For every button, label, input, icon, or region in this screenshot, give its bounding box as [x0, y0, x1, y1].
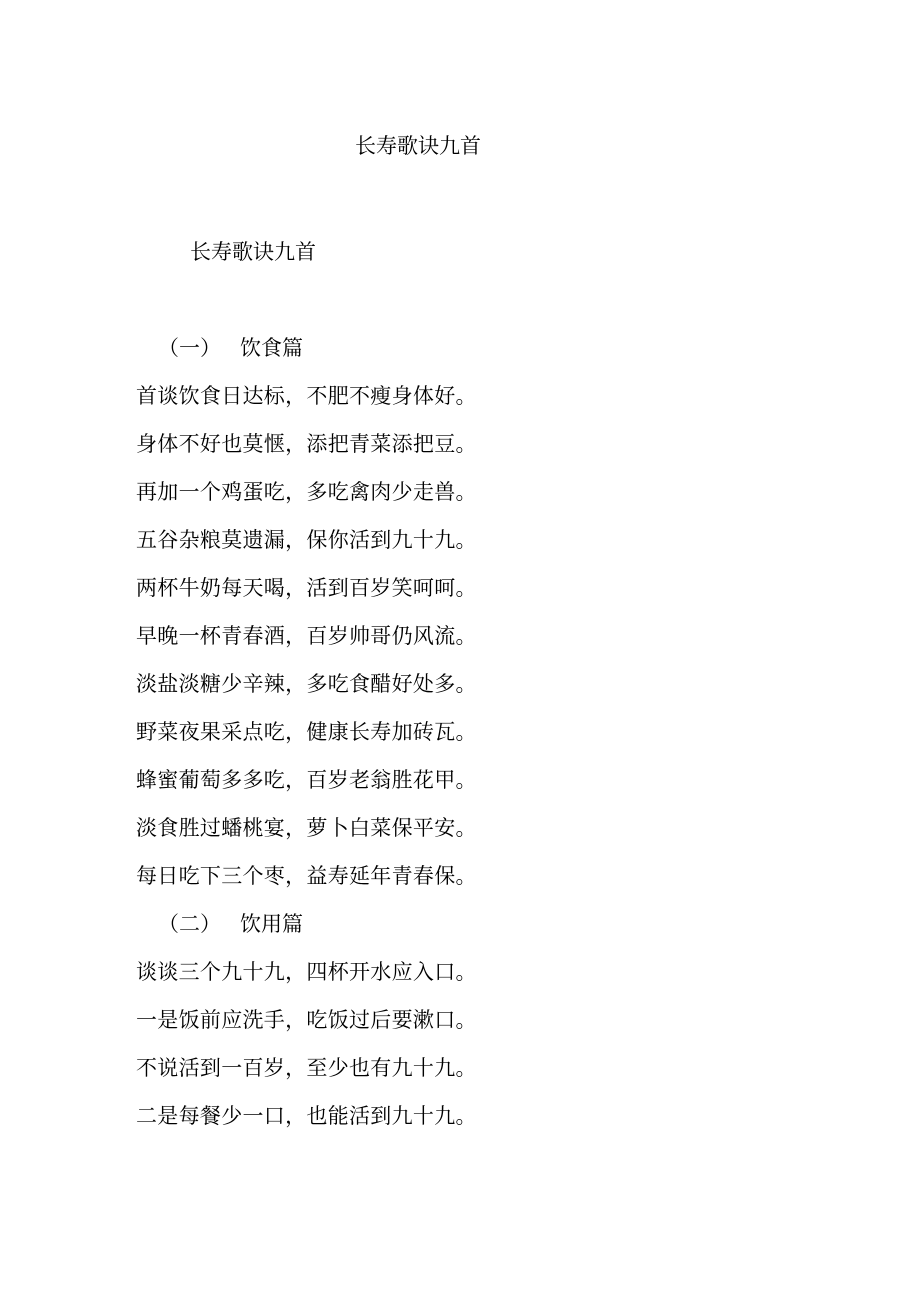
verse-line: 早晚一杯青春酒，百岁帅哥仍风流。 — [136, 624, 477, 648]
section-number: （一） — [158, 336, 221, 360]
verse-line: 两杯牛奶每天喝，活到百岁笑呵呵。 — [136, 576, 477, 600]
verse-line: 每日吃下三个枣，益寿延年青春保。 — [136, 864, 477, 888]
page-header-title: 长寿歌诀九首 — [355, 134, 481, 158]
verse-line: 二是每餐少一口，也能活到九十九。 — [136, 1104, 477, 1128]
document-title: 长寿歌诀九首 — [190, 240, 316, 264]
section-name: 饮用篇 — [240, 912, 303, 936]
verse-line: 一是饭前应洗手，吃饭过后要漱口。 — [136, 1008, 477, 1032]
verse-line: 淡盐淡糖少辛辣，多吃食醋好处多。 — [136, 672, 477, 696]
section-number: （二） — [158, 912, 221, 936]
section-heading — [158, 333, 303, 363]
verse-line: 五谷杂粮莫遗漏，保你活到九十九。 — [136, 528, 477, 552]
verse-line: 蜂蜜葡萄多多吃，百岁老翁胜花甲。 — [136, 768, 477, 792]
verse-line: 身体不好也莫惬，添把青菜添把豆。 — [136, 432, 477, 456]
verse-line: 淡食胜过蟠桃宴，萝卜白菜保平安。 — [136, 816, 477, 840]
verse-line: 再加一个鸡蛋吃，多吃禽肉少走兽。 — [136, 480, 477, 504]
section-name: 饮食篇 — [240, 336, 303, 360]
verse-line: 首谈饮食日达标，不肥不瘦身体好。 — [136, 384, 477, 408]
verse-line: 野菜夜果采点吃，健康长寿加砖瓦。 — [136, 720, 477, 744]
verse-line: 不说活到一百岁，至少也有九十九。 — [136, 1056, 477, 1080]
section-heading — [158, 909, 303, 939]
verse-line: 谈谈三个九十九，四杯开水应入口。 — [136, 960, 477, 984]
